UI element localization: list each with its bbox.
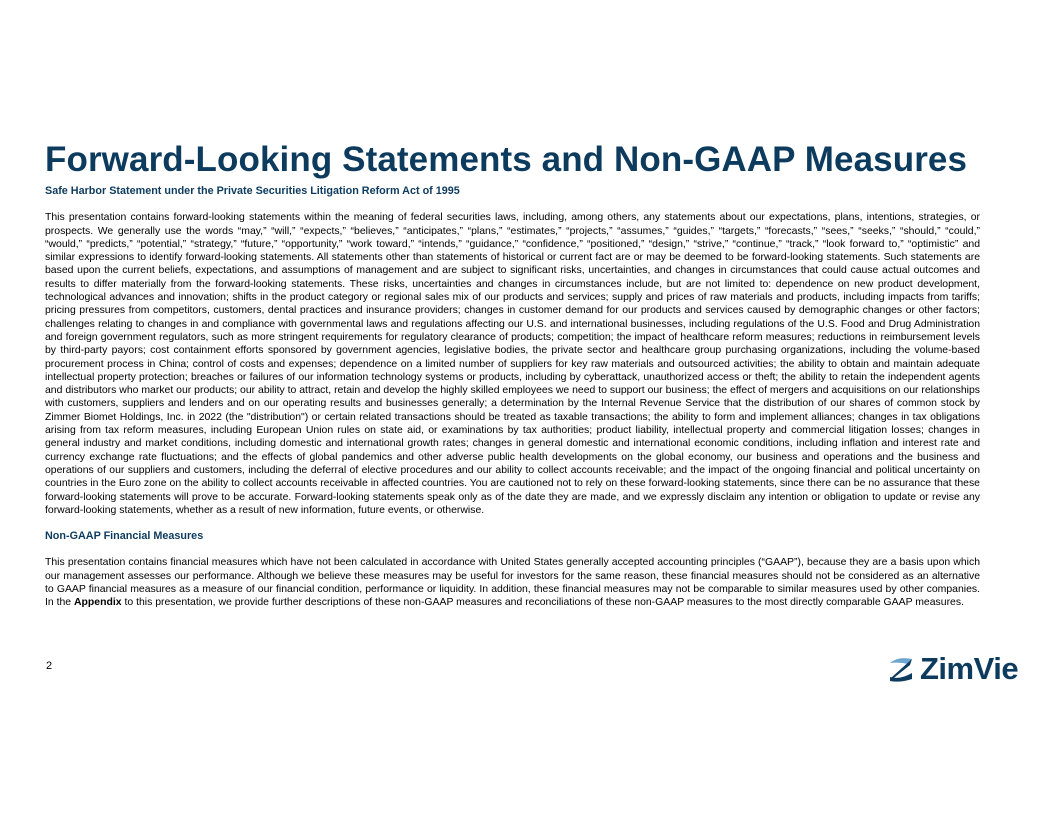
non-gaap-paragraph <box>45 556 980 609</box>
non-gaap-text-part1: This presentation contains financial measures which have not been calculated in accordance with United States generally accepted accounting principles (“GAAP”), because they are a basis upon which our management assesses our performance. Although we believe these measures may be useful for investors for the same reason, these financial measures should not be considered as an alternative to GAAP financial measures as a measure of our financial condition, performance or liquidity. In addition, these financial measures may not be comparable to similar measures used by other companies. In the <box>45 557 980 609</box>
logo-text: ZimVie <box>920 651 1019 686</box>
non-gaap-text-part2: to this presentation, we provide further descriptions of these non-GAAP measures and reconciliations of these non-GAAP measures to the most directly comparable GAAP measures. <box>121 597 964 609</box>
safe-harbor-paragraph: This presentation contains forward-looking statements within the meaning of federal securities laws, including, among others, any statements about our expectations, plans, intentions, strategies, or prospects. We generally use the words “may,” “will,” “expects,” “believes,” “anticipates,” “plans,” “estimates,” “projects,” “assumes,” “guides,” “targets,” “forecasts,” “sees,” “seeks,” “should,” “could,” “would,” “predicts,” “potential,” “strategy,” “future,” “opportunity,” “work toward,” “intends,” “guidance,” “confidence,” “positioned,” “design,” “strive,” “continue,” “track,” “look forward to,” “optimistic” and similar expressions to identify forward-looking statements. All statements other than statements of historical or current fact are or may be deemed to be forward-looking statements. Such statements are based upon the current beliefs, expectations, and assumptions of management and are subject to significant risks, uncertainties, and changes in circumstances that could cause actual outcomes and results to differ materially from the forward-looking statements. These risks, uncertainties and changes in circumstances include, but are not limited to: dependence on new product development, technological advances and innovation; shifts in the product category or regional sales mix of our products and services; supply and prices of raw materials and products, including impacts from tariffs; pricing pressures from competitors, customers, dental practices and insurance providers; changes in customer demand for our products and services caused by demographic changes or other factors; challenges relating to changes in and compliance with governmental laws and regulations affecting our U.S. and international businesses, including regulations of the U.S. Food and Drug Administration and foreign government regulators, such as more stringent requirements for regulatory clearance of products; competition; the impact of healthcare reform measures; reductions in reimbursement levels by third-party payors; cost containment efforts sponsored by government agencies, legislative bodies, the private sector and healthcare group purchasing organizations, including the volume-based procurement process in China; control of costs and expenses; dependence on a limited number of suppliers for key raw materials and outsourced activities; the ability to obtain and maintain adequate intellectual property protection; breaches or failures of our information technology systems or products, including by cyberattack, unauthorized access or theft; the ability to retain the independent agents and distributors who market our products; our ability to attract, retain and develop the highly skilled employees we need to support our business; the effect of mergers and acquisitions on our relationships with customers, suppliers and lenders and on our operating results and businesses generally; a determination by the Internal Revenue Service that the distribution of our shares of common stock by Zimmer Biomet Holdings, Inc. in 2022 (the "distribution") or certain related transactions should be treated as taxable transactions; the ability to form and implement alliances; changes in tax obligations arising from tax reform measures, including European Union rules on state aid, or examinations by tax authorities; product liability, intellectual property and commercial litigation losses; changes in general industry and market conditions, including domestic and international growth rates; changes in general domestic and international economic conditions, including inflation and interest rate and currency exchange rate fluctuations; and the effects of global pandemics and other adverse public health developments on the global economy, our business and operations and the business and operations of our suppliers and customers, including the deferral of elective procedures and our ability to collect accounts receivable; and the impact of the ongoing financial and political uncertainty on countries in the Euro zone on the ability to collect accounts receivable in affected countries. You are cautioned not to rely on these forward-looking statements, since there can be no assurance that these forward-looking statements will prove to be accurate. Forward-looking statements speak only as of the date they are made, and we expressly disclaim any intention or obligation to update or revise any forward-looking statements, whether as a result of new information, future events, or otherwise. <box>45 212 980 516</box>
safe-harbor-heading: Safe Harbor Statement under the Private Securities Litigation Reform Act of 1995 <box>45 185 460 197</box>
page-number: 2 <box>46 660 53 672</box>
appendix-bold-text: Appendix <box>74 597 122 609</box>
zimvie-logo <box>888 652 1018 686</box>
zimvie-mark-icon <box>888 655 914 683</box>
content-body <box>45 185 980 610</box>
non-gaap-heading: Non-GAAP Financial Measures <box>45 530 204 543</box>
page-title: Forward-Looking Statements and Non-GAAP Measures <box>45 140 968 179</box>
